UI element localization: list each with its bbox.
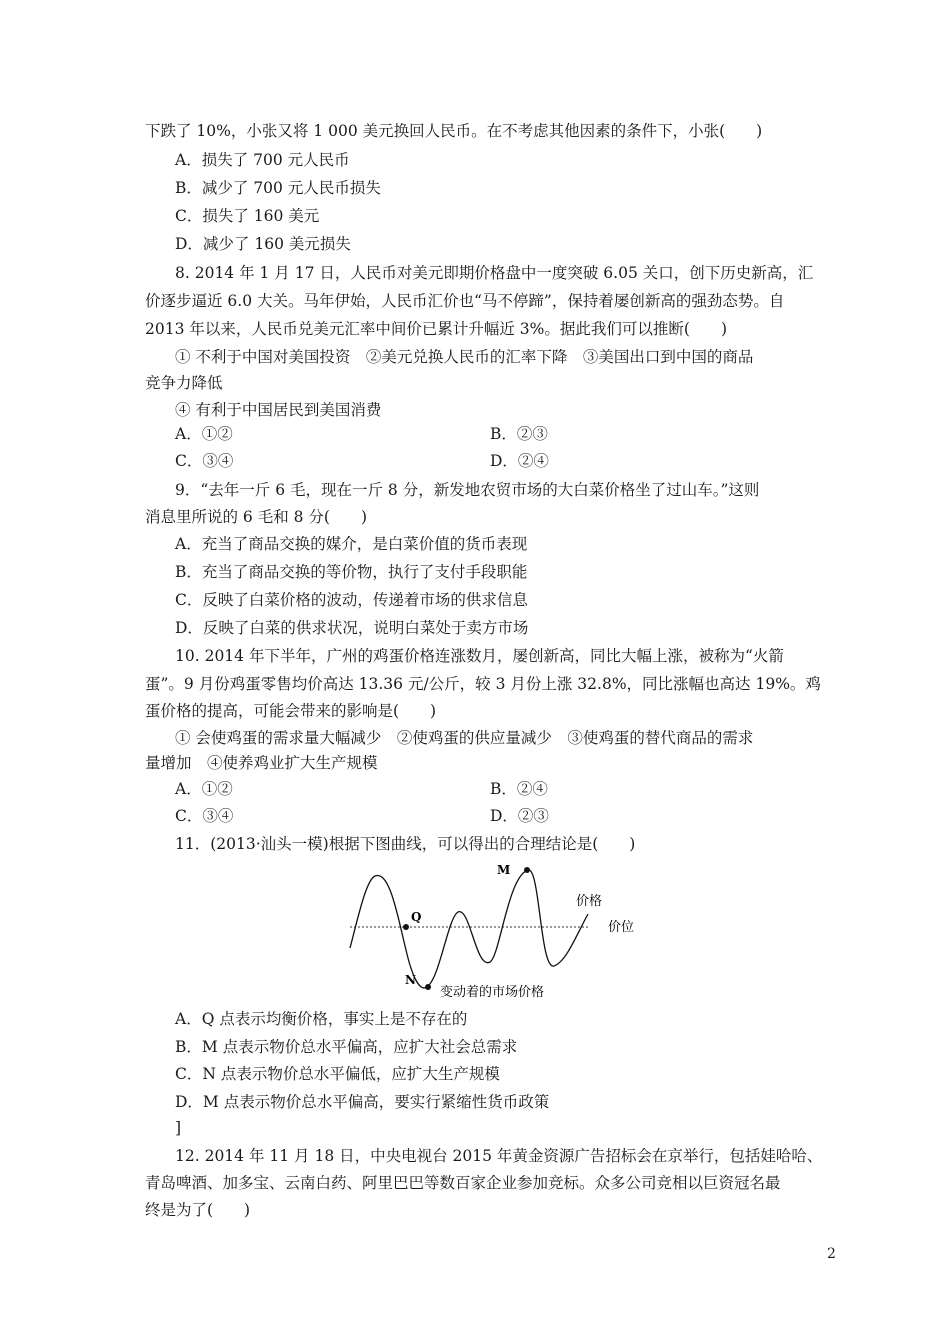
q8-stem-line2: 价逐步逼近 6.0 大关。马年伊始，人民币汇价也“马不停蹄”，保持着屡创新高的强劲态势。自 <box>145 292 785 310</box>
q10-option-b: B．②④ <box>490 780 548 798</box>
q8-statement-4: ④ 有利于中国居民到美国消费 <box>175 401 382 419</box>
label-price: 价格 <box>576 894 603 909</box>
point-m <box>524 867 530 873</box>
label-q: Q <box>411 910 422 924</box>
price-curve-figure <box>340 858 640 1006</box>
q11-option-c: C．N 点表示物价总水平偏低，应扩大生产规模 <box>175 1065 500 1083</box>
q10-stem-line2: 蛋”。9 月份鸡蛋零售均价高达 13.36 元/公斤，较 3 月份上涨 32.8%，同比涨幅也高达 19%。鸡 <box>145 675 821 693</box>
q11-option-b: B．M 点表示物价总水平偏高，应扩大社会总需求 <box>175 1038 518 1056</box>
q8-option-d: D．②④ <box>490 452 549 470</box>
q9-option-d: D．反映了白菜的供求状况，说明白菜处于卖方市场 <box>175 619 529 637</box>
q10-stem-line1: 10. 2014 年下半年，广州的鸡蛋价格连涨数月，屡创新高，同比大幅上涨，被称为“火箭 <box>175 647 784 665</box>
q7-stem-tail: 下跌了 10%，小张又将 1 000 美元换回人民币。在不考虑其他因素的条件下，小张( ) <box>145 122 763 140</box>
q12-stem-line1: 12. 2014 年 11 月 18 日，中央电视台 2015 年黄金资源广告招标会在京举行，包括娃哈哈、 <box>175 1147 823 1165</box>
label-value: 价位 <box>608 920 635 935</box>
q8-statements-line2: 竞争力降低 <box>145 374 223 392</box>
q10-option-a: A．①② <box>175 780 233 798</box>
q7-option-c: C．损失了 160 美元 <box>175 207 320 225</box>
q8-statements-line1: ① 不利于中国对美国投资 ②美元兑换人民币的汇率下降 ③美国出口到中国的商品 <box>175 348 754 366</box>
q12-stem-line3: 终是为了( ) <box>145 1201 251 1219</box>
point-n <box>425 984 431 990</box>
q10-stem-line3: 蛋价格的提高，可能会带来的影响是( ) <box>145 702 437 720</box>
q12-stem-line2: 青岛啤酒、加多宝、云南白药、阿里巴巴等数百家企业参加竞标。众多公司竞相以巨资冠名最 <box>145 1174 781 1192</box>
q11-option-d: D．M 点表示物价总水平偏高，要实行紧缩性货币政策 <box>175 1093 550 1111</box>
label-m: M <box>497 863 511 877</box>
q10-option-d: D．②③ <box>490 807 549 825</box>
q11-stem: 11．(2013·汕头一模)根据下图曲线，可以得出的合理结论是( ) <box>175 835 636 853</box>
q10-statements-line2: 量增加 ④使养鸡业扩大生产规模 <box>145 754 378 772</box>
q8-option-c: C．③④ <box>175 452 234 470</box>
stray-bracket: ] <box>175 1119 182 1137</box>
page-number: 2 <box>827 1246 836 1262</box>
q11-option-a: A．Q 点表示均衡价格，事实上是不存在的 <box>175 1010 468 1028</box>
figure-caption: 变动着的市场价格 <box>440 985 545 1000</box>
label-n: N <box>405 973 416 987</box>
q8-stem-line1: 8. 2014 年 1 月 17 日，人民币对美元即期价格盘中一度突破 6.05 关口，创下历史新高，汇 <box>175 264 814 282</box>
q7-option-a: A．损失了 700 元人民币 <box>175 151 350 169</box>
q9-option-a: A．充当了商品交换的媒介，是白菜价值的货币表现 <box>175 535 528 553</box>
q9-stem-line1: 9．“去年一斤 6 毛，现在一斤 8 分，新发地农贸市场的大白菜价格坐了过山车。”这则 <box>175 481 760 499</box>
q7-option-b: B．减少了 700 元人民币损失 <box>175 179 381 197</box>
q10-option-c: C．③④ <box>175 807 234 825</box>
q8-option-b: B．②③ <box>490 425 548 443</box>
q8-option-a: A．①② <box>175 425 233 443</box>
q8-stem-line3: 2013 年以来，人民币兑美元汇率中间价已累计升幅近 3%。据此我们可以推断( ) <box>145 320 727 338</box>
q7-option-d: D．减少了 160 美元损失 <box>175 235 351 253</box>
price-curve <box>350 870 588 988</box>
q9-option-c: C．反映了白菜价格的波动，传递着市场的供求信息 <box>175 591 528 609</box>
q10-statements-line1: ① 会使鸡蛋的需求量大幅减少 ②使鸡蛋的供应量减少 ③使鸡蛋的替代商品的需求 <box>175 729 754 747</box>
q9-stem-line2: 消息里所说的 6 毛和 8 分( ) <box>145 508 368 526</box>
point-q <box>403 924 409 930</box>
q9-option-b: B．充当了商品交换的等价物，执行了支付手段职能 <box>175 563 528 581</box>
